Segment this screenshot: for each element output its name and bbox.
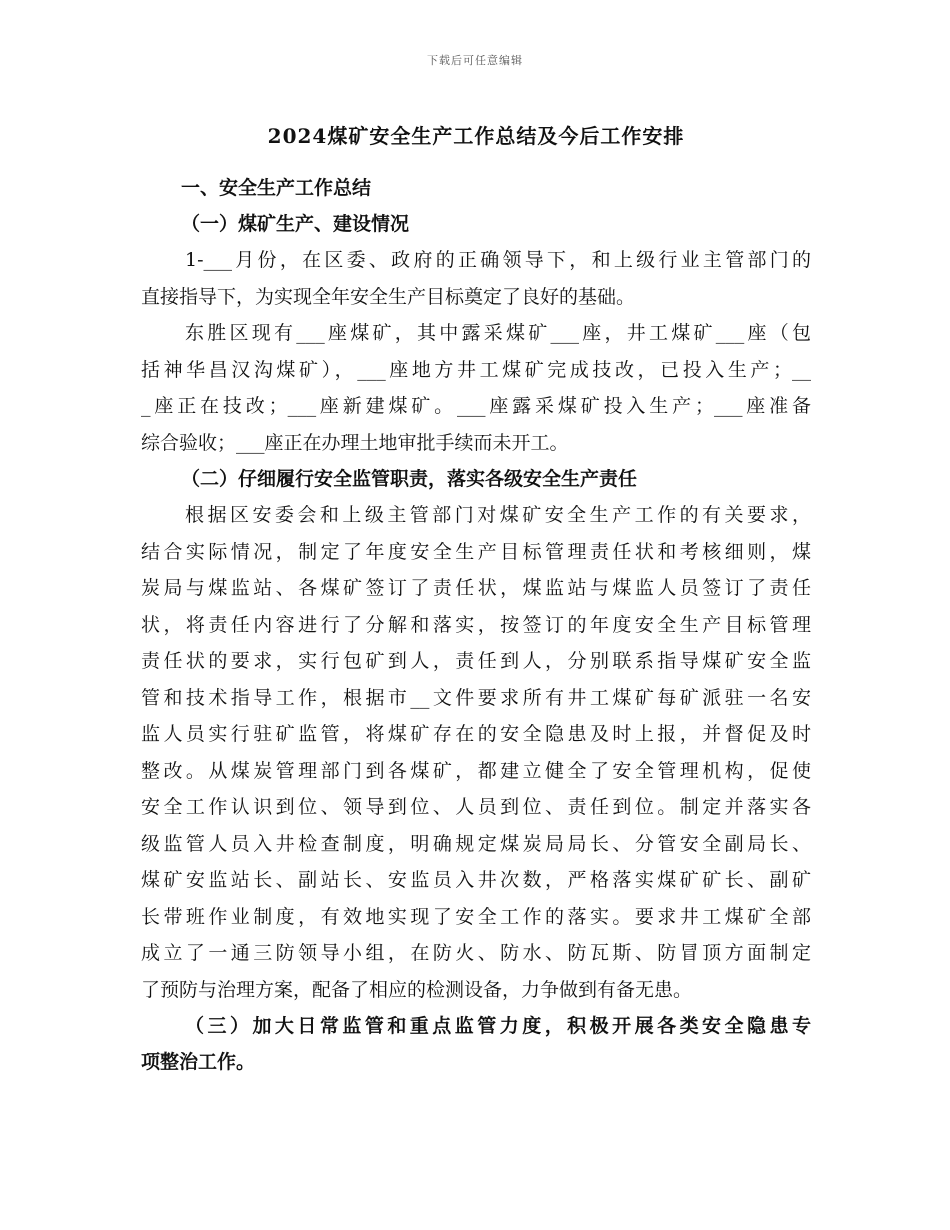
header-note: 下载后可任意编辑	[427, 54, 523, 67]
document-title: 2024煤矿安全生产工作总结及今后工作安排	[267, 124, 685, 148]
text-line: 1-___月份，在区委、政府的正确领导下，和上级行业主管部门的	[185, 249, 811, 271]
subsection-heading-1: （一）煤矿生产、建设情况	[181, 213, 410, 235]
paragraph-production-status	[141, 242, 811, 315]
section-heading-1: 一、安全生产工作总结	[181, 177, 372, 199]
text-line: 级监管人员入井检查制度，明确规定煤炭局局长、分管安全副局长、	[141, 832, 811, 855]
subsection-heading-3	[141, 1008, 811, 1080]
text-line: 煤矿安监站长、副站长、安监员入井次数，严格落实煤矿矿长、副矿	[141, 869, 811, 891]
paragraph-responsibility	[141, 497, 811, 1008]
heading-line: （三）加大日常监管和重点监管力度，积极开展各类安全隐患专	[185, 1015, 811, 1037]
text-line: 东胜区现有___座煤矿，其中露采煤矿___座，井工煤矿___座（包	[185, 322, 811, 344]
text-line: 安全工作认识到位、领导到位、人员到位、责任到位。制定并落实各	[141, 796, 811, 818]
text-line: 状，将责任内容进行了分解和落实，按签订的年度安全生产目标管理	[141, 613, 811, 636]
text-line: 综合验收；___座正在办理土地审批手续而未开工。	[141, 431, 569, 454]
subsection-heading-2: （二）仔细履行安全监管职责，落实各级安全生产责任	[181, 468, 638, 490]
text-line: 监人员实行驻矿监管，将煤矿存在的安全隐患及时上报，并督促及时	[141, 723, 811, 745]
text-line: 整改。从煤炭管理部门到各煤矿，都建立健全了安全管理机构，促使	[141, 759, 811, 782]
text-line: _座正在技改；___座新建煤矿。___座露采煤矿投入生产；___座准备	[141, 395, 811, 417]
text-line: 直接指导下，为实现全年安全生产目标奠定了良好的基础。	[141, 285, 636, 308]
text-line: 责任状的要求，实行包矿到人，责任到人，分别联系指导煤矿安全监	[141, 650, 811, 672]
text-line: 管和技术指导工作，根据市__文件要求所有井工煤矿每矿派驻一名安	[141, 686, 811, 709]
heading-line: 项整治工作。	[141, 1051, 256, 1073]
text-line: 结合实际情况，制定了年度安全生产目标管理责任状和考核细则，煤	[141, 540, 811, 563]
text-line: 了预防与治理方案，配备了相应的检测设备，力争做到有备无患。	[141, 978, 693, 1001]
text-line: 括神华昌汉沟煤矿），___座地方井工煤矿完成技改，已投入生产；__	[141, 358, 811, 381]
paragraph-mine-count	[141, 315, 811, 461]
document-body	[141, 118, 811, 1080]
text-line: 根据区安委会和上级主管部门对煤矿安全生产工作的有关要求，	[185, 504, 811, 526]
text-line: 成立了一通三防领导小组，在防火、防水、防瓦斯、防冒顶方面制定	[141, 942, 811, 964]
text-line: 炭局与煤监站、各煤矿签订了责任状，煤监站与煤监人员签订了责任	[141, 577, 811, 599]
text-line: 长带班作业制度，有效地实现了安全工作的落实。要求井工煤矿全部	[141, 905, 811, 928]
